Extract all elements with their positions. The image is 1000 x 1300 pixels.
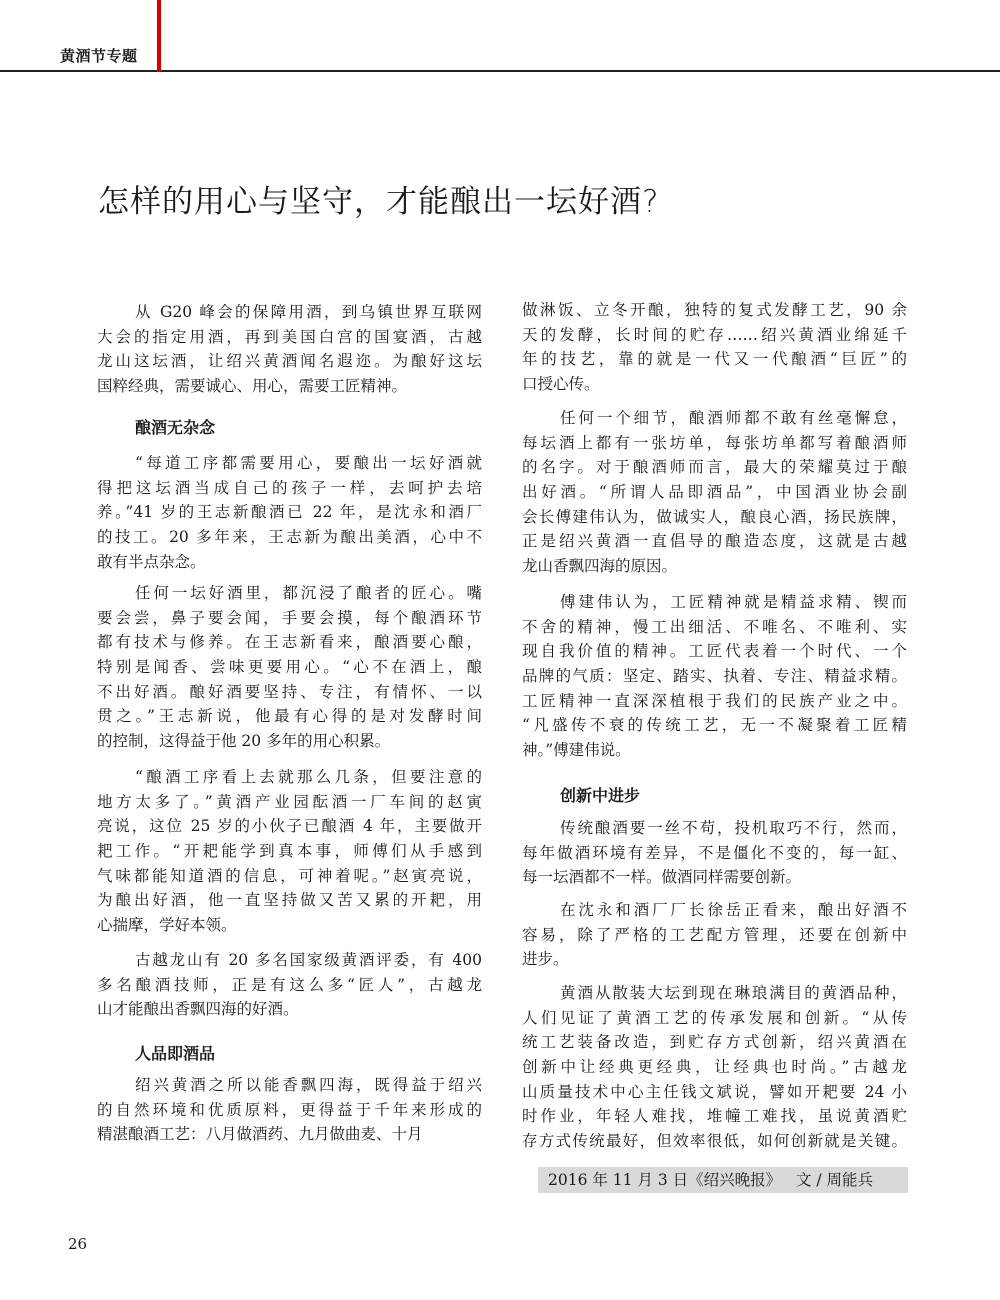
text-line: 得把这坛酒当成自己的孩子一样，去呵护去培 (97, 478, 482, 497)
header-rule (0, 70, 1000, 72)
paragraph (522, 298, 907, 397)
text-line: 精湛酿酒工艺：八月做酒药、九月做曲麦、十月 (97, 1125, 423, 1144)
text-line: 创新中让经典更经典，让经典也时尚。”古越龙 (522, 1058, 907, 1077)
paragraph (522, 406, 907, 579)
text-line: 绍兴黄酒之所以能香飘四海，既得益于绍兴 (135, 1076, 482, 1094)
text-line: 传统酿酒要一丝不苟，投机取巧不行，然而， (560, 819, 907, 837)
paragraph (97, 300, 482, 399)
text-line: 傅建伟认为，工匠精神就是精益求精、锲而 (560, 593, 907, 611)
paragraph (97, 948, 482, 1022)
paragraph (97, 1073, 482, 1147)
text-line: 的名字。对于酿酒师而言，最大的荣耀莫过于酿 (522, 458, 907, 477)
paragraph (97, 451, 482, 574)
text-line: 从 G20 峰会的保障用酒，到乌镇世界互联网 (135, 303, 482, 321)
text-line: 古越龙山有 20 多名国家级黄酒评委，有 400 (135, 951, 482, 969)
text-line: 大会的指定用酒，再到美国白宫的国宴酒，古越 (97, 327, 482, 346)
subheading: 创新中进步 (560, 786, 641, 805)
page-number: 26 (68, 1235, 88, 1253)
text-line: 任何一坛好酒里，都沉浸了酿者的匠心。嘴 (135, 584, 482, 602)
article-title: 怎样的用心与坚守，才能酿出一坛好酒? (98, 184, 660, 220)
subheading: 人品即酒品 (135, 1044, 216, 1063)
text-line: 山质量技术中心主任钱文斌说，譬如开耙要 24 小 (522, 1082, 907, 1101)
text-line: 要会尝，鼻子要会闻，手要会摸，每个酿酒环节 (97, 608, 482, 627)
text-line: 神。”傅建伟说。 (522, 741, 631, 760)
text-line: 容易，除了严格的工艺配方管理，还要在创新中 (522, 925, 907, 944)
text-line: 为酿出好酒，他一直坚持做又苦又累的开耙，用 (97, 891, 482, 910)
text-line: 的控制，这得益于他 20 多年的用心积累。 (97, 732, 391, 751)
text-line: 养。”41 岁的王志新酿酒已 22 年，是沈永和酒厂 (97, 503, 482, 522)
text-line: 亮说，这位 25 岁的小伙子已酿酒 4 年，主要做开 (97, 817, 482, 836)
paragraph (522, 898, 907, 972)
text-line: “酿酒工序看上去就那么几条，但要注意的 (135, 768, 482, 786)
text-line: 龙山这坛酒，让绍兴黄酒闻名遐迩。为酿好这坛 (97, 352, 482, 371)
text-line: 任何一个细节，酿酒师都不敢有丝毫懈怠， (560, 409, 907, 427)
text-line: 做淋饭、立冬开酿，独特的复式发酵工艺，90 余 (522, 301, 907, 319)
text-line: 出好酒。“所谓人品即酒品”，中国酒业协会副 (522, 483, 907, 502)
text-line: 年的技艺，靠的就是一代又一代酿酒“巨匠”的 (522, 350, 907, 369)
paragraph (522, 590, 907, 763)
text-line: 存方式传统最好，但效率很低，如何创新就是关键。 (522, 1132, 907, 1151)
text-line: 山才能酿出香飘四海的好酒。 (97, 1000, 299, 1019)
text-line: 不出好酒。酿好酒要坚持、专注，有情怀、一以 (97, 682, 482, 701)
text-line: 多名酿酒技师，正是有这么多“匠人”，古越龙 (97, 975, 482, 994)
text-line: 都有技术与修养。在王志新看来，酿酒要心酿， (97, 633, 482, 652)
text-line: 气味都能知道酒的信息，可神着呢。”赵寅亮说， (97, 866, 482, 885)
text-line: 会长傅建伟认为，做诚实人，酿良心酒，扬民族牌， (522, 507, 907, 526)
text-line: 统工艺装备改造，到贮存方式创新，绍兴黄酒在 (522, 1033, 907, 1052)
text-line: 耙工作。“开耙能学到真本事，师傅们从手感到 (97, 842, 482, 861)
text-line: 工匠精神一直深深植根于我们的民族产业之中。 (522, 691, 907, 710)
subheading: 酿酒无杂念 (135, 418, 216, 437)
text-line: 国粹经典，需要诚心、用心，需要工匠精神。 (97, 377, 408, 396)
text-line: 进步。 (522, 950, 569, 969)
paragraph (522, 816, 907, 890)
text-line: 每年做酒环境有差异，不是僵化不变的，每一缸、 (522, 843, 907, 862)
text-line: 不舍的精神，慢工出细活、不唯名、不唯利、实 (522, 617, 907, 636)
text-line: 贯之。”王志新说，他最有心得的是对发酵时间 (97, 707, 482, 726)
paragraph (522, 981, 907, 1154)
text-line: 口授心传。 (522, 375, 600, 394)
text-line: 龙山香飘四海的原因。 (522, 557, 678, 576)
text-line: 时作业，年轻人难找，堆幢工难找，虽说黄酒贮 (522, 1107, 907, 1126)
text-line: 每一坛酒都不一样。做酒同样需要创新。 (522, 868, 802, 887)
paragraph (97, 765, 482, 938)
text-line: “凡盛传不衰的传统工艺，无一不凝聚着工匠精 (522, 716, 907, 735)
header-accent-bar (157, 0, 161, 72)
text-line: 地方太多了。”黄酒产业园酝酒一厂车间的赵寅 (97, 792, 482, 811)
text-line: 现自我价值的精神。工匠代表着一个时代、一个 (522, 642, 907, 661)
text-line: 心揣摩，学好本领。 (97, 916, 237, 935)
text-line: 人们见证了黄酒工艺的传承发展和创新。“从传 (522, 1008, 907, 1027)
text-line: 的自然环境和优质原料，更得益于千年来形成的 (97, 1100, 482, 1119)
section-label: 黄酒节专题 (60, 47, 138, 65)
text-line: 品牌的气质：坚定、踏实、执着、专注、精益求精。 (522, 667, 907, 686)
article-source: 2016 年 11 月 3 日《绍兴晚报》 文 / 周能兵 (538, 1167, 908, 1193)
text-line: 正是绍兴黄酒一直倡导的酿造态度，这就是古越 (522, 532, 907, 551)
text-line: 特别是闻香、尝味更要用心。“心不在酒上，酿 (97, 658, 482, 677)
text-line: “每道工序都需要用心，要酿出一坛好酒就 (135, 454, 482, 472)
text-line: 在沈永和酒厂厂长徐岳正看来，酿出好酒不 (560, 901, 907, 919)
text-line: 敢有半点杂念。 (97, 552, 206, 571)
text-line: 天的发酵，长时间的贮存……绍兴黄酒业绵延千 (522, 325, 907, 344)
paragraph (97, 581, 482, 754)
text-line: 的技工。20 多年来，王志新为酿出美酒，心中不 (97, 528, 482, 547)
text-line: 每坛酒上都有一张坊单，每张坊单都写着酿酒师 (522, 433, 907, 452)
text-line: 黄酒从散装大坛到现在琳琅满目的黄酒品种， (560, 984, 907, 1002)
